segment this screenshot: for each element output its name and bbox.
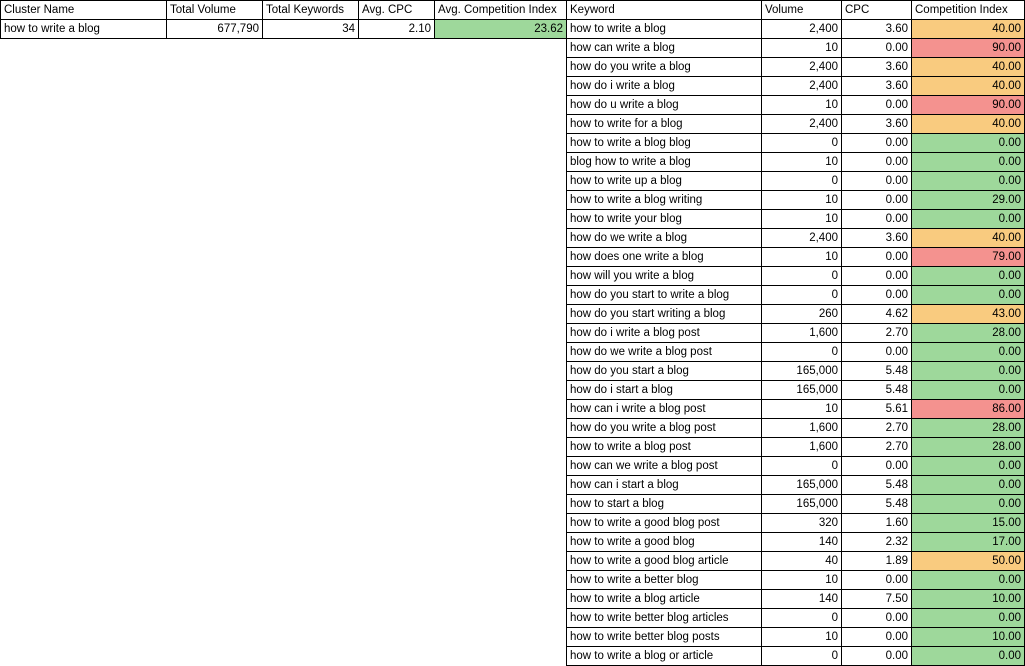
table-row <box>567 400 1025 419</box>
cell-volume[interactable]: 2,400 <box>762 115 842 134</box>
cell-competition-index[interactable]: 40.00 <box>912 77 1025 96</box>
cell-volume[interactable]: 0 <box>762 267 842 286</box>
cell-volume[interactable]: 140 <box>762 590 842 609</box>
cell-keyword[interactable]: how do you start to write a blog <box>567 286 762 305</box>
cell-volume[interactable]: 10 <box>762 628 842 647</box>
table-row <box>567 552 1025 571</box>
table-row <box>567 628 1025 647</box>
cell-cpc[interactable]: 0.00 <box>842 628 912 647</box>
cell-keyword[interactable]: how do i start a blog <box>567 381 762 400</box>
cell-volume[interactable]: 10 <box>762 39 842 58</box>
cell-cpc[interactable]: 5.48 <box>842 476 912 495</box>
table-row <box>567 533 1025 552</box>
cell-volume[interactable]: 260 <box>762 305 842 324</box>
cell-competition-index[interactable]: 0.00 <box>912 609 1025 628</box>
cell-volume[interactable]: 0 <box>762 343 842 362</box>
cell-volume[interactable]: 165,000 <box>762 476 842 495</box>
cell-volume[interactable]: 1,600 <box>762 419 842 438</box>
cell-competition-index[interactable]: 28.00 <box>912 324 1025 343</box>
cell-competition-index[interactable]: 43.00 <box>912 305 1025 324</box>
cell-competition-index[interactable]: 0.00 <box>912 134 1025 153</box>
table-row <box>567 191 1025 210</box>
cell-competition-index[interactable]: 0.00 <box>912 362 1025 381</box>
table-row <box>567 324 1025 343</box>
cell-cpc[interactable]: 0.00 <box>842 191 912 210</box>
cell-competition-index[interactable]: 0.00 <box>912 457 1025 476</box>
cell-competition-index[interactable]: 29.00 <box>912 191 1025 210</box>
table-header-row <box>1 1 567 20</box>
cell-keyword[interactable]: how to write your blog <box>567 210 762 229</box>
table-row <box>567 609 1025 628</box>
cell-cpc[interactable]: 2.70 <box>842 419 912 438</box>
cell-volume[interactable]: 10 <box>762 571 842 590</box>
cell-volume[interactable]: 165,000 <box>762 362 842 381</box>
cell-keyword[interactable]: how to write better blog articles <box>567 609 762 628</box>
table-row <box>567 305 1025 324</box>
cell-keyword[interactable]: how do you start writing a blog <box>567 305 762 324</box>
cell-volume[interactable]: 10 <box>762 210 842 229</box>
cell-cpc[interactable]: 0.00 <box>842 39 912 58</box>
cell-keyword[interactable]: blog how to write a blog <box>567 153 762 172</box>
cell-keyword[interactable]: how to write a blog post <box>567 438 762 457</box>
cell-cpc[interactable]: 0.00 <box>842 267 912 286</box>
table-row <box>567 58 1025 77</box>
cell-cpc[interactable]: 0.00 <box>842 457 912 476</box>
cell-cpc[interactable]: 4.62 <box>842 305 912 324</box>
table-row <box>567 39 1025 58</box>
cell-total-volume[interactable]: 677,790 <box>167 20 263 39</box>
cell-keyword[interactable]: how do i write a blog <box>567 77 762 96</box>
table-row <box>567 20 1025 39</box>
cell-competition-index[interactable]: 0.00 <box>912 381 1025 400</box>
table-header-row <box>567 1 1025 20</box>
column-header-cpc: CPC <box>842 1 912 20</box>
cell-keyword[interactable]: how does one write a blog <box>567 248 762 267</box>
cell-keyword[interactable]: how to write for a blog <box>567 115 762 134</box>
cell-total-keywords[interactable]: 34 <box>263 20 359 39</box>
cell-competition-index[interactable]: 10.00 <box>912 628 1025 647</box>
table-row <box>567 96 1025 115</box>
table-row <box>567 362 1025 381</box>
cell-keyword[interactable]: how can write a blog <box>567 39 762 58</box>
cell-volume[interactable]: 165,000 <box>762 381 842 400</box>
column-header-total-volume: Total Volume <box>167 1 263 20</box>
column-header-avg-competition-index: Avg. Competition Index <box>435 1 567 20</box>
cell-volume[interactable]: 10 <box>762 96 842 115</box>
cell-volume[interactable]: 165,000 <box>762 495 842 514</box>
cell-cpc[interactable]: 3.60 <box>842 77 912 96</box>
cell-keyword[interactable]: how to write a good blog article <box>567 552 762 571</box>
cell-cpc[interactable]: 0.00 <box>842 172 912 191</box>
cell-volume[interactable]: 10 <box>762 400 842 419</box>
cell-cpc[interactable]: 1.89 <box>842 552 912 571</box>
cell-competition-index[interactable]: 50.00 <box>912 552 1025 571</box>
table-row <box>567 115 1025 134</box>
cell-competition-index[interactable]: 28.00 <box>912 419 1025 438</box>
cell-volume[interactable]: 0 <box>762 286 842 305</box>
table-row <box>567 438 1025 457</box>
table-row <box>567 647 1025 666</box>
cell-cpc[interactable]: 2.70 <box>842 324 912 343</box>
cell-cpc[interactable]: 0.00 <box>842 571 912 590</box>
column-header-cluster-name: Cluster Name <box>1 1 167 20</box>
cell-volume[interactable]: 2,400 <box>762 77 842 96</box>
keyword-detail-table <box>566 0 1025 666</box>
table-row <box>567 267 1025 286</box>
cell-competition-index[interactable]: 40.00 <box>912 229 1025 248</box>
cell-cpc[interactable]: 0.00 <box>842 134 912 153</box>
cell-keyword[interactable]: how to write a blog blog <box>567 134 762 153</box>
cell-cpc[interactable]: 0.00 <box>842 96 912 115</box>
cell-keyword[interactable]: how to write a good blog <box>567 533 762 552</box>
cell-competition-index[interactable]: 0.00 <box>912 172 1025 191</box>
cell-competition-index[interactable]: 0.00 <box>912 343 1025 362</box>
cell-keyword[interactable]: how do u write a blog <box>567 96 762 115</box>
table-row <box>567 77 1025 96</box>
cell-keyword[interactable]: how do i write a blog post <box>567 324 762 343</box>
cell-keyword[interactable]: how do we write a blog post <box>567 343 762 362</box>
cell-keyword[interactable]: how to write a blog article <box>567 590 762 609</box>
cell-volume[interactable]: 0 <box>762 172 842 191</box>
cell-competition-index[interactable]: 40.00 <box>912 58 1025 77</box>
column-header-avg-cpc: Avg. CPC <box>359 1 435 20</box>
table-row <box>567 153 1025 172</box>
cell-competition-index[interactable]: 0.00 <box>912 267 1025 286</box>
cell-keyword[interactable]: how can i write a blog post <box>567 400 762 419</box>
cell-competition-index[interactable]: 0.00 <box>912 286 1025 305</box>
cell-cpc[interactable]: 7.50 <box>842 590 912 609</box>
cell-keyword[interactable]: how will you write a blog <box>567 267 762 286</box>
cell-cpc[interactable]: 0.00 <box>842 647 912 666</box>
cell-volume[interactable]: 10 <box>762 191 842 210</box>
cell-cpc[interactable]: 0.00 <box>842 609 912 628</box>
cell-volume[interactable]: 1,600 <box>762 438 842 457</box>
cell-keyword[interactable]: how to write a better blog <box>567 571 762 590</box>
cell-volume[interactable]: 10 <box>762 153 842 172</box>
cell-cpc[interactable]: 0.00 <box>842 153 912 172</box>
cell-volume[interactable]: 0 <box>762 134 842 153</box>
cell-avg-cpc[interactable]: 2.10 <box>359 20 435 39</box>
cell-keyword[interactable]: how to write up a blog <box>567 172 762 191</box>
cell-cpc[interactable]: 2.32 <box>842 533 912 552</box>
cell-competition-index[interactable]: 15.00 <box>912 514 1025 533</box>
cell-volume[interactable]: 2,400 <box>762 20 842 39</box>
cell-cpc[interactable]: 2.70 <box>842 438 912 457</box>
column-header-volume: Volume <box>762 1 842 20</box>
cell-avg-competition-index[interactable]: 23.62 <box>435 20 567 39</box>
cell-competition-index[interactable]: 40.00 <box>912 20 1025 39</box>
table-row <box>567 571 1025 590</box>
cluster-summary-row <box>1 20 567 39</box>
cell-keyword[interactable]: how to write better blog posts <box>567 628 762 647</box>
cell-volume[interactable]: 140 <box>762 533 842 552</box>
cell-keyword[interactable]: how to start a blog <box>567 495 762 514</box>
cell-competition-index[interactable]: 0.00 <box>912 476 1025 495</box>
table-row <box>567 419 1025 438</box>
cell-volume[interactable]: 40 <box>762 552 842 571</box>
table-row <box>567 590 1025 609</box>
column-header-keyword: Keyword <box>567 1 762 20</box>
cell-keyword[interactable]: how do you write a blog post <box>567 419 762 438</box>
table-row <box>567 514 1025 533</box>
cell-keyword[interactable]: how to write a good blog post <box>567 514 762 533</box>
cell-volume[interactable]: 0 <box>762 647 842 666</box>
cell-volume[interactable]: 0 <box>762 457 842 476</box>
cell-competition-index[interactable]: 0.00 <box>912 210 1025 229</box>
cell-keyword[interactable]: how can i start a blog <box>567 476 762 495</box>
cell-cpc[interactable]: 3.60 <box>842 20 912 39</box>
table-row <box>567 248 1025 267</box>
table-row <box>567 343 1025 362</box>
table-row <box>567 381 1025 400</box>
cell-cpc[interactable]: 5.48 <box>842 362 912 381</box>
cell-competition-index[interactable]: 40.00 <box>912 115 1025 134</box>
cell-keyword[interactable]: how to write a blog <box>567 20 762 39</box>
column-header-competition-index: Competition Index <box>912 1 1025 20</box>
cell-cpc[interactable]: 5.48 <box>842 381 912 400</box>
cell-cpc[interactable]: 3.60 <box>842 115 912 134</box>
cell-competition-index[interactable]: 90.00 <box>912 96 1025 115</box>
cell-competition-index[interactable]: 0.00 <box>912 495 1025 514</box>
cell-competition-index[interactable]: 86.00 <box>912 400 1025 419</box>
cell-keyword[interactable]: how can we write a blog post <box>567 457 762 476</box>
cell-volume[interactable]: 10 <box>762 248 842 267</box>
cluster-summary-table <box>0 0 567 39</box>
table-row <box>567 172 1025 191</box>
cell-competition-index[interactable]: 0.00 <box>912 647 1025 666</box>
cell-keyword[interactable]: how do we write a blog <box>567 229 762 248</box>
table-row <box>567 210 1025 229</box>
cell-cpc[interactable]: 5.61 <box>842 400 912 419</box>
cell-competition-index[interactable]: 79.00 <box>912 248 1025 267</box>
cell-volume[interactable]: 2,400 <box>762 58 842 77</box>
cell-volume[interactable]: 2,400 <box>762 229 842 248</box>
cell-cpc[interactable]: 0.00 <box>842 286 912 305</box>
table-row <box>567 495 1025 514</box>
cell-volume[interactable]: 320 <box>762 514 842 533</box>
table-row <box>567 457 1025 476</box>
cell-competition-index[interactable]: 0.00 <box>912 571 1025 590</box>
cell-volume[interactable]: 1,600 <box>762 324 842 343</box>
cell-keyword[interactable]: how to write a blog or article <box>567 647 762 666</box>
cell-competition-index[interactable]: 90.00 <box>912 39 1025 58</box>
cell-volume[interactable]: 0 <box>762 609 842 628</box>
cell-keyword[interactable]: how do you start a blog <box>567 362 762 381</box>
cell-competition-index[interactable]: 17.00 <box>912 533 1025 552</box>
cell-competition-index[interactable]: 28.00 <box>912 438 1025 457</box>
cell-keyword[interactable]: how to write a blog writing <box>567 191 762 210</box>
table-row <box>567 286 1025 305</box>
cell-cpc[interactable]: 3.60 <box>842 58 912 77</box>
cell-competition-index[interactable]: 0.00 <box>912 153 1025 172</box>
cell-competition-index[interactable]: 10.00 <box>912 590 1025 609</box>
cell-cpc[interactable]: 0.00 <box>842 248 912 267</box>
table-row <box>567 229 1025 248</box>
column-header-total-keywords: Total Keywords <box>263 1 359 20</box>
cell-cpc[interactable]: 3.60 <box>842 229 912 248</box>
cell-cpc[interactable]: 5.48 <box>842 495 912 514</box>
cell-keyword[interactable]: how do you write a blog <box>567 58 762 77</box>
cell-cpc[interactable]: 1.60 <box>842 514 912 533</box>
cell-cpc[interactable]: 0.00 <box>842 210 912 229</box>
cell-cluster-name[interactable]: how to write a blog <box>1 20 167 39</box>
table-row <box>567 134 1025 153</box>
cell-cpc[interactable]: 0.00 <box>842 343 912 362</box>
table-row <box>567 476 1025 495</box>
